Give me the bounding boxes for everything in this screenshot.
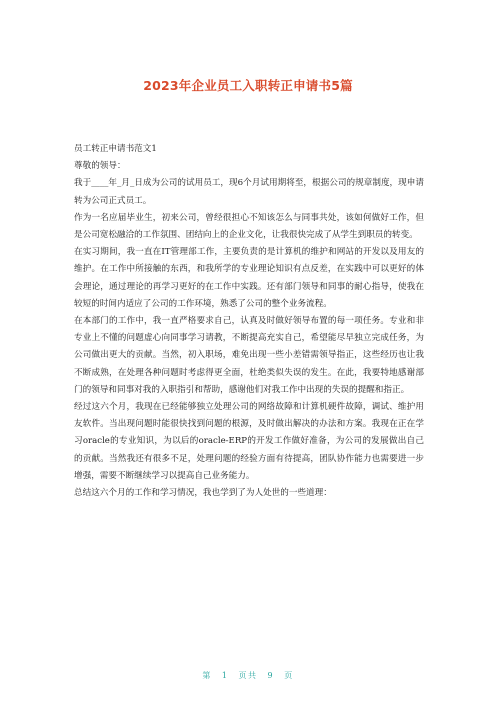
body-paragraph-3: 在实习期间，我一直在IT管理部工作，主要负责的是计算机的维护和网站的开发以及用友的维护。在工作中所接触的东西，和我所学的专业理论知识有点反差，在实践中可以更好的体会理论，通过理论的再学习更好的在工作中实践。还有部门领导和同事的耐心指导，使我在较短的时间内适应了公司的工作环境，熟悉了公司的整个业务流程。 [74,247,424,309]
footer-suffix: 页 [284,671,294,680]
body-paragraph-2: 作为一名应届毕业生，初来公司，曾经很担心不知该怎么与同事共处，该如何做好工作，但是公司宽松融洽的工作氛围、团结向上的企业文化，让我很快完成了从学生到职员的转变。 [74,212,424,241]
footer-page-number: 1 [221,671,229,680]
section-heading: 员工转正申请书范文1 [74,144,157,154]
document-title: 2023年企业员工入职转正申请书5篇 [143,78,353,93]
document-body [74,141,424,502]
footer-prefix: 第 [202,671,212,680]
body-paragraph-4: 在本部门的工作中，我一直严格要求自己，认真及时做好领导布置的每一项任务。专业和非专业上不懂的问题虚心向同事学习请教，不断提高充实自己，希望能尽早独立完成任务，为公司做出更大的贡献。当然，初入职场，难免出现一些小差错需领导指正，这些经历也让我不断成熟，在处理各种问题时考虑得更全面，杜绝类似失误的发生。在此，我要特地感谢部门的领导和同事对我的入职指引和帮助，感谢他们对我工作中出现的失误的提醒和指正。 [74,316,424,395]
body-paragraph-6: 总结这六个月的工作和学习情况，我也学到了为人处世的一些道理： [74,488,332,499]
footer-total-pages: 9 [267,671,275,680]
body-paragraph-1: 我于____年_月_日成为公司的试用员工，现6个月试用期将至，根据公司的规章制度，现申请转为公司正式员工。 [74,178,424,206]
salutation: 尊敬的领导： [74,161,126,172]
page-footer [0,670,496,681]
footer-mid: 页共 [238,671,258,680]
body-paragraph-5: 经过这六个月，我现在已经能够独立处理公司的网络故障和计算机硬件故障，调试、维护用友软件。当出现问题时能很快找到问题的根源，及时做出解决的办法和方案。我现在正在学习oracle的专业知识，为以后的oracle-ERP的开发工作做好准备，为公司的发展做出自己的贡献。当然我还有很多不足，处理问题的经验方面有待提高，团队协作能力也需要进一步增强，需要不断继续学习以提高自己业务能力。 [74,402,424,481]
